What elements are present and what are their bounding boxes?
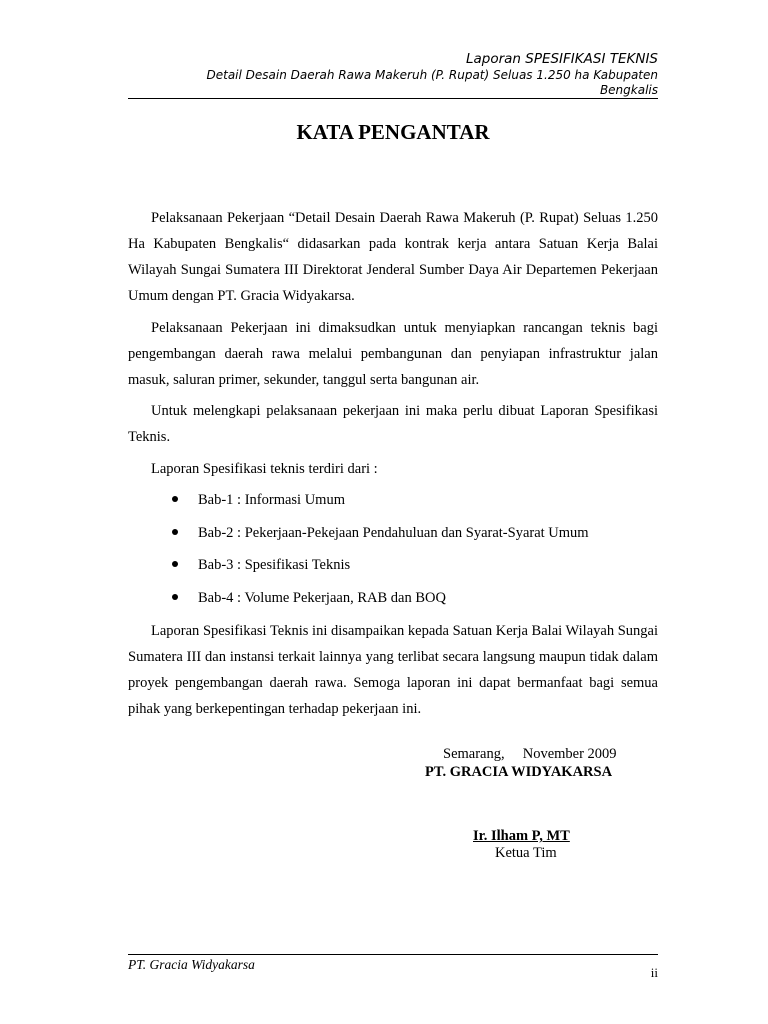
list-item bbox=[128, 520, 658, 553]
chapter-list-block bbox=[128, 487, 658, 617]
page-title: KATA PENGANTAR bbox=[296, 120, 490, 144]
header-rule bbox=[128, 98, 658, 99]
signer-role: Ketua Tim bbox=[495, 845, 557, 861]
list-item bbox=[128, 552, 658, 585]
bullet-icon bbox=[172, 561, 178, 567]
page-number: ii bbox=[650, 965, 658, 980]
paragraph-3-block bbox=[128, 398, 658, 450]
chapter-label: Bab-3 : Spesifikasi Teknis bbox=[198, 557, 351, 573]
bullet-icon bbox=[172, 496, 178, 502]
paragraph-1: Pelaksanaan Pekerjaan “Detail Desain Daerah Rawa Makeruh (P. Rupat) Seluas 1.250 Ha Kabupaten Bengkalis“ didasarkan pada kontrak kerja antara Satuan Kerja Balai Wilayah Sungai Sumatera III Direktorat Jenderal Sumber Daya Air Departemen Pekerjaan Umum dengan PT. Gracia Widyakarsa. bbox=[128, 210, 658, 304]
paragraph-5: Laporan Spesifikasi Teknis ini disampaikan kepada Satuan Kerja Balai Wilayah Sungai Sumatera III dan instansi terkait lainnya yang terlibat secara langsung maupun tidak dalam proyek pengembangan daerah rawa. Semoga laporan ini dapat bermanfaat bagi semua pihak yang berkepentingan terhadap pekerjaan ini. bbox=[128, 623, 658, 717]
signer-name: Ir. Ilham P, MT bbox=[473, 828, 570, 844]
bullet-icon bbox=[172, 594, 178, 600]
paragraph-5-block bbox=[128, 618, 658, 722]
header-report-title: Laporan SPESIFIKASI TEKNIS bbox=[465, 51, 658, 67]
chapter-label: Bab-2 : Pekerjaan-Pekejaan Pendahuluan dan Syarat-Syarat Umum bbox=[198, 524, 589, 541]
paragraph-3: Untuk melengkapi pelaksanaan pekerjaan ini maka perlu dibuat Laporan Spesifikasi Teknis. bbox=[128, 403, 658, 445]
place-date: Semarang, November 2009 bbox=[443, 746, 617, 762]
paragraph-1-block bbox=[128, 205, 658, 309]
company-signature: PT. GRACIA WIDYAKARSA bbox=[425, 764, 613, 780]
paragraph-2-block bbox=[128, 315, 658, 393]
list-item bbox=[128, 585, 658, 618]
footer-company: PT. Gracia Widyakarsa bbox=[128, 957, 255, 972]
chapter-label: Bab-1 : Informasi Umum bbox=[198, 492, 345, 508]
paragraph-4-block bbox=[128, 456, 658, 482]
header-project-title: Detail Desain Daerah Rawa Makeruh (P. Rupat) Seluas 1.250 ha Kabupaten Bengkalis bbox=[206, 68, 658, 97]
paragraph-2: Pelaksanaan Pekerjaan ini dimaksudkan untuk menyiapkan rancangan teknis bagi pengembangan daerah rawa melalui pembangunan dan penyiapan infrastruktur jalan masuk, saluran primer, sekunder, tanggul serta bangunan air. bbox=[128, 320, 658, 388]
paragraph-4: Laporan Spesifikasi teknis terdiri dari : bbox=[151, 461, 378, 477]
chapter-label: Bab-4 : Volume Pekerjaan, RAB dan BOQ bbox=[198, 589, 446, 606]
bullet-icon bbox=[172, 529, 178, 535]
footer-rule bbox=[128, 954, 658, 955]
list-item bbox=[128, 487, 658, 520]
chapter-list bbox=[128, 487, 658, 617]
